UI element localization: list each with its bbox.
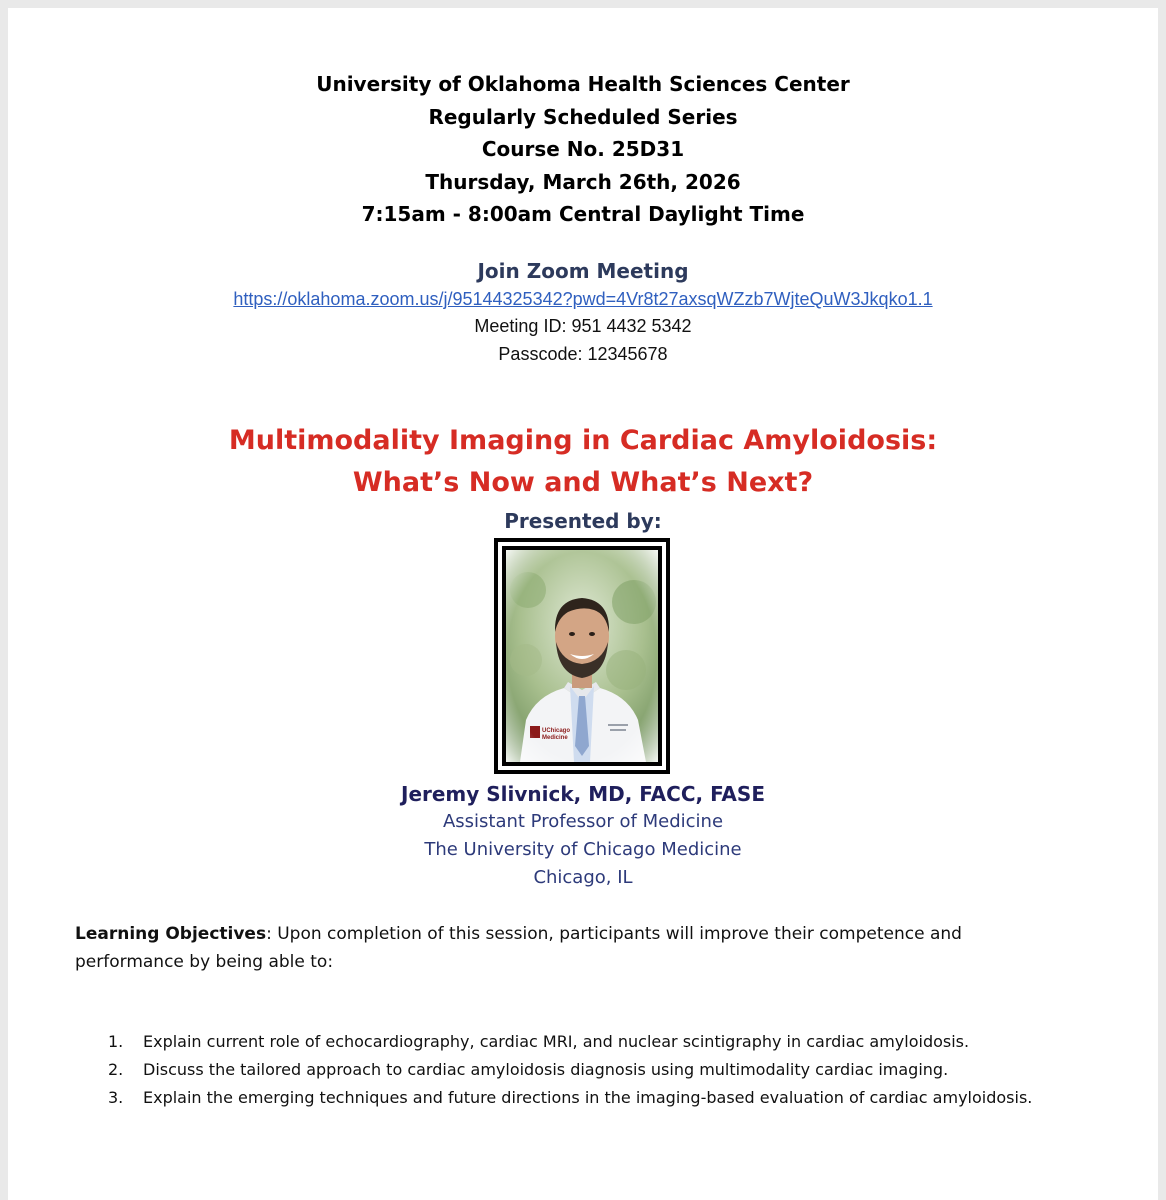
speaker-name: Jeremy Slivnick, MD, FACC, FASE — [401, 782, 765, 806]
institution-name: University of Oklahoma Health Sciences Center — [316, 72, 850, 96]
presented-by: Presented by: — [504, 509, 662, 533]
speaker-location: Chicago, IL — [533, 867, 633, 888]
passcode: Passcode: 12345678 — [498, 344, 668, 364]
list-item-number: 1. — [108, 1032, 124, 1051]
event-date: Thursday, March 26th, 2026 — [425, 169, 741, 194]
course-number: Course No. 25D31 — [481, 137, 685, 161]
speaker-photo-frame — [494, 538, 670, 774]
zoom-link[interactable]: https://oklahoma.zoom.us/j/95144325342?pwd=4Vr8t27axsqWZzb7WjteQuW3Jkqko1.1 — [233, 289, 933, 309]
series-name: Regularly Scheduled Series — [428, 104, 738, 129]
talk-title — [8, 420, 1158, 504]
list-item-text: Discuss the tailored approach to cardiac amyloidosis diagnosis using multimodality cardiac imaging. — [143, 1060, 949, 1079]
list-item-text: Explain the emerging techniques and future directions in the imaging-based evaluation of cardiac amyloidosis. — [143, 1088, 1033, 1107]
list-item-number: 3. — [108, 1088, 124, 1107]
course-header — [8, 68, 1158, 231]
event-time: 7:15am - 8:00am Central Daylight Time — [361, 202, 805, 226]
speaker-info — [8, 780, 1158, 892]
list-item — [75, 1084, 1105, 1112]
objectives-list — [75, 1028, 1105, 1112]
talk-title-line2: What’s Now and What’s Next? — [352, 467, 814, 498]
speaker-institution: The University of Chicago Medicine — [424, 839, 742, 860]
list-item-text: Explain current role of echocardiography, cardiac MRI, and nuclear scintigraphy in cardiac amyloidosis. — [143, 1032, 970, 1051]
list-item-number: 2. — [108, 1060, 124, 1079]
talk-title-line1: Multimodality Imaging in Cardiac Amyloidosis: — [228, 425, 938, 456]
zoom-title: Join Zoom Meeting — [477, 259, 689, 283]
speaker-position: Assistant Professor of Medicine — [442, 811, 724, 832]
learning-objectives-intro — [75, 920, 1075, 976]
list-item — [75, 1028, 1105, 1056]
flyer-page — [8, 8, 1158, 1200]
objectives-label: Learning Objectives — [75, 924, 267, 944]
objectives-intro-text: : Upon completion of this session, participants will improve their competence and performance by being able to: — [75, 924, 962, 972]
zoom-section — [8, 258, 1158, 368]
speaker-photo — [506, 550, 658, 762]
meeting-id: Meeting ID: 951 4432 5342 — [474, 316, 692, 336]
list-item — [75, 1056, 1105, 1084]
